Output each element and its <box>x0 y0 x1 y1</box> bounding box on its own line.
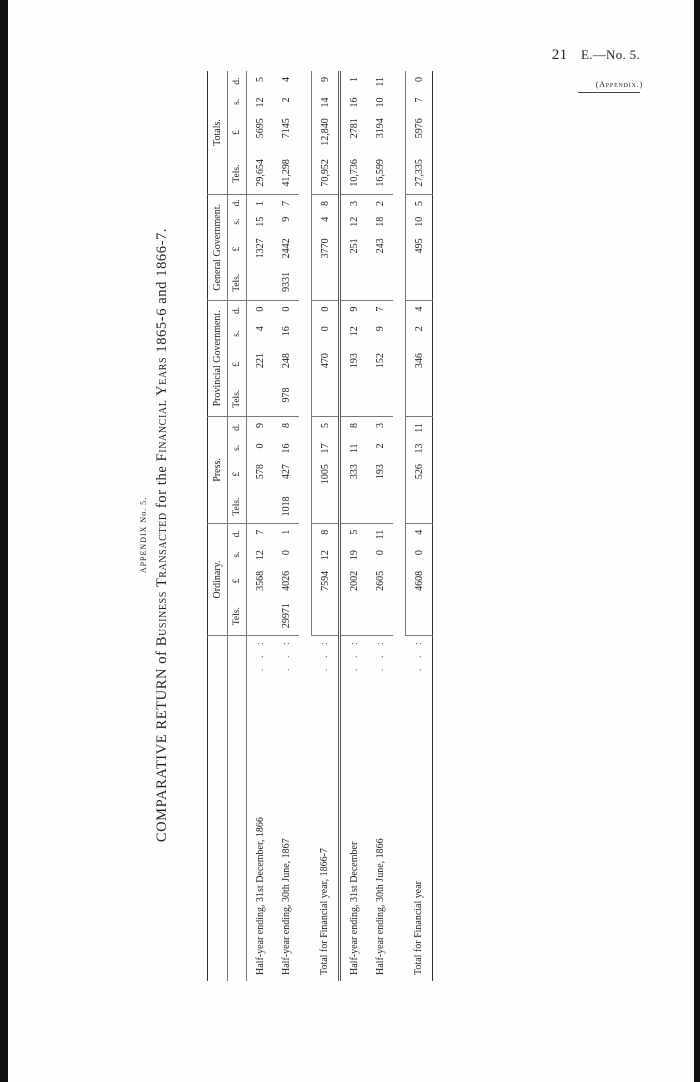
pounds-cell: 5695 <box>254 118 266 139</box>
pence-cell: 4 <box>406 523 433 544</box>
leader-dots: . . : <box>348 638 360 671</box>
tels-cell: 29971 <box>273 597 299 636</box>
pounds-cell: 2442 <box>280 238 292 259</box>
tels-cell <box>367 490 393 523</box>
pence-cell: 1 <box>280 529 292 535</box>
pounds-cell: 251 <box>348 238 360 254</box>
unit-pence: d. <box>228 195 247 211</box>
pounds-cell: 4026 <box>280 570 292 591</box>
unit-pence: d. <box>228 300 247 320</box>
unit-tels: Tels. <box>228 490 247 523</box>
row-description: Total for Financial year <box>413 881 425 975</box>
rotated-table-block <box>125 65 540 1005</box>
leader-dots: . . : <box>374 638 386 671</box>
group-ordinary: Ordinary. <box>208 523 228 635</box>
shillings-cell: 0 <box>374 550 386 556</box>
tels-cell <box>247 597 274 636</box>
row-description: Half-year ending, 31st December <box>348 841 360 975</box>
shillings-cell: 11 <box>348 443 360 454</box>
unit-pounds: £ <box>228 565 247 597</box>
unit-shillings: s. <box>228 211 247 233</box>
pence-cell: 8 <box>348 423 360 429</box>
comparative-return-table <box>207 71 433 981</box>
shillings-cell: 10 <box>406 211 433 233</box>
shillings-cell: 16 <box>280 326 292 337</box>
tels-cell <box>247 266 274 300</box>
shillings-cell: 16 <box>280 443 292 454</box>
unit-tels: Tels. <box>228 597 247 636</box>
pence-cell: 11 <box>374 529 386 540</box>
pounds-cell: 3770 <box>312 232 340 266</box>
pounds-cell: 2781 <box>348 118 360 139</box>
document-reference: E.—No. 5. <box>580 47 640 62</box>
pounds-cell: 152 <box>374 353 386 369</box>
tels-cell <box>247 490 274 523</box>
binding-edge-left <box>0 0 8 1082</box>
tels-cell: 27,335 <box>406 153 433 194</box>
title-years: 1865-6 and 1866-7. <box>154 227 170 353</box>
shillings-cell: 12 <box>348 326 360 337</box>
pence-cell: 9 <box>254 423 266 429</box>
pounds-cell: 470 <box>312 347 340 381</box>
shillings-cell: 12 <box>348 216 360 227</box>
pence-cell: 5 <box>406 195 433 211</box>
tels-cell: 978 <box>273 381 299 416</box>
pence-cell: 11 <box>374 77 386 87</box>
pence-cell: 9 <box>312 71 340 91</box>
pounds-cell: 1327 <box>254 238 266 259</box>
pounds-cell: 346 <box>406 347 433 381</box>
pounds-cell: 333 <box>348 464 360 480</box>
appendix-subheading: (Appendix.) <box>595 80 643 89</box>
unit-pounds: £ <box>228 232 247 266</box>
pounds-cell: 495 <box>406 232 433 266</box>
table-row <box>340 71 368 981</box>
tels-cell: 10,736 <box>340 153 368 194</box>
unit-shillings: s. <box>228 437 247 458</box>
pence-cell: 11 <box>406 417 433 438</box>
tels-cell <box>406 597 433 636</box>
pounds-cell: 578 <box>254 464 266 480</box>
pence-cell: 0 <box>312 300 340 320</box>
pounds-cell: 2605 <box>374 570 386 591</box>
unit-pence: d. <box>228 417 247 438</box>
pence-cell: 8 <box>280 423 292 429</box>
tels-cell <box>312 490 340 523</box>
shillings-cell: 12 <box>254 97 266 108</box>
pounds-cell: 2002 <box>348 570 360 591</box>
table-row <box>273 71 299 981</box>
shillings-cell: 14 <box>312 91 340 112</box>
unit-pounds: £ <box>228 347 247 381</box>
page-number: 21 <box>551 47 568 63</box>
unit-pence: d. <box>228 523 247 544</box>
spacer-row <box>299 71 312 981</box>
pounds-cell: 193 <box>348 353 360 369</box>
pence-cell: 7 <box>374 306 386 312</box>
tels-cell <box>406 490 433 523</box>
shillings-cell: 9 <box>374 326 386 332</box>
tels-cell: 70,952 <box>312 153 340 194</box>
pounds-cell: 12,840 <box>312 112 340 153</box>
blank-header-cell <box>208 636 228 981</box>
pence-cell: 0 <box>254 306 266 312</box>
pounds-cell: 4608 <box>406 565 433 597</box>
pounds-cell: 193 <box>374 464 386 480</box>
unit-tels: Tels. <box>228 266 247 300</box>
spacer-row-cell <box>393 71 406 981</box>
tels-cell: 9331 <box>273 266 299 300</box>
title-part-1: COMPARATIVE RETURN <box>154 667 170 843</box>
pence-cell: 3 <box>374 423 386 429</box>
pounds-cell: 243 <box>374 238 386 254</box>
row-description: Half-year ending, 30th June, 1867 <box>280 838 292 975</box>
spacer-row-cell <box>299 71 312 981</box>
binding-edge-right <box>694 0 700 1082</box>
shillings-cell: 2 <box>280 97 292 103</box>
group-press: Press. <box>208 417 228 524</box>
tels-cell: 29,654 <box>247 153 274 194</box>
table-row <box>367 71 393 981</box>
table-row <box>406 71 433 981</box>
leader-dots: . . : <box>312 636 340 673</box>
tels-cell <box>312 381 340 416</box>
unit-pounds: £ <box>228 458 247 490</box>
blank-unit-cell <box>228 636 247 981</box>
shillings-cell: 0 <box>280 550 292 556</box>
row-description: Half-year ending, 31st December, 1866 <box>254 817 266 975</box>
tels-cell: 16,599 <box>367 153 393 194</box>
pence-cell: 8 <box>312 195 340 211</box>
tels-cell <box>340 266 368 300</box>
shillings-cell: 0 <box>312 320 340 347</box>
shillings-cell: 10 <box>374 97 386 108</box>
pence-cell: 3 <box>348 201 360 207</box>
shillings-cell: 17 <box>312 437 340 458</box>
unit-shillings: s. <box>228 320 247 347</box>
appendix-label: APPENDIX No. 5. <box>139 496 148 574</box>
unit-tels: Tels. <box>228 153 247 194</box>
group-header-row <box>208 71 228 981</box>
row-description: Half-year ending, 30th June, 1866 <box>374 838 386 975</box>
pence-cell: 5 <box>348 529 360 535</box>
pounds-cell: 7594 <box>312 565 340 597</box>
shillings-cell: 4 <box>254 326 266 332</box>
leader-dots: . . : <box>413 638 425 671</box>
pence-cell: 0 <box>280 306 292 312</box>
unit-shillings: s. <box>228 91 247 112</box>
unit-header-row <box>228 71 247 981</box>
title-part-3: Financial Years <box>154 356 170 462</box>
tels-cell <box>340 597 368 636</box>
pounds-cell: 7145 <box>280 118 292 139</box>
row-description: Total for Financial year, 1866-7 <box>312 673 340 981</box>
pence-cell: 1 <box>254 201 266 207</box>
group-general: General Government. <box>208 195 228 301</box>
tels-cell <box>367 266 393 300</box>
table-row <box>247 71 274 981</box>
table-title <box>154 65 171 1005</box>
shillings-cell: 2 <box>406 320 433 347</box>
unit-tels: Tels. <box>228 381 247 416</box>
tels-cell <box>247 381 274 416</box>
tels-cell <box>340 381 368 416</box>
shillings-cell: 16 <box>348 97 360 108</box>
tels-cell <box>312 266 340 300</box>
title-part-2: Business Transacted <box>154 512 170 647</box>
tels-cell <box>340 490 368 523</box>
pence-cell: 9 <box>348 306 360 312</box>
pounds-cell: 427 <box>280 464 292 480</box>
pounds-cell: 3568 <box>254 570 266 591</box>
shillings-cell: 19 <box>348 550 360 561</box>
shillings-cell: 0 <box>406 544 433 565</box>
pounds-cell: 5976 <box>406 112 433 153</box>
pounds-cell: 248 <box>280 353 292 369</box>
shillings-cell: 15 <box>254 216 266 227</box>
table-row <box>312 71 340 981</box>
tels-cell: 1018 <box>273 490 299 523</box>
pounds-cell: 221 <box>254 353 266 369</box>
pence-cell: 2 <box>374 201 386 207</box>
shillings-cell: 9 <box>280 216 292 222</box>
pounds-cell: 1005 <box>312 458 340 490</box>
page-header <box>552 47 640 64</box>
tels-cell: 41,298 <box>273 153 299 194</box>
unit-pounds: £ <box>228 112 247 153</box>
pence-cell: 4 <box>406 300 433 320</box>
shillings-cell: 4 <box>312 211 340 233</box>
shillings-cell: 13 <box>406 437 433 458</box>
subheading-rule <box>578 92 640 93</box>
shillings-cell: 7 <box>406 91 433 112</box>
pence-cell: 5 <box>312 417 340 438</box>
pence-cell: 7 <box>280 201 292 207</box>
spacer-row <box>393 71 406 981</box>
shillings-cell: 2 <box>374 443 386 449</box>
pence-cell: 5 <box>254 77 266 82</box>
group-totals: Totals. <box>208 71 228 195</box>
tels-cell <box>367 381 393 416</box>
tels-cell <box>406 266 433 300</box>
title-of: of <box>154 650 170 664</box>
pence-cell: 1 <box>348 77 360 82</box>
unit-shillings: s. <box>228 544 247 565</box>
tels-cell <box>312 597 340 636</box>
shillings-cell: 12 <box>254 550 266 561</box>
shillings-cell: 12 <box>312 544 340 565</box>
group-provincial: Provincial Government. <box>208 300 228 416</box>
table-body <box>247 71 433 981</box>
pence-cell: 8 <box>312 523 340 544</box>
title-for: for the <box>154 465 170 509</box>
shillings-cell: 18 <box>374 216 386 227</box>
pounds-cell: 3194 <box>374 118 386 139</box>
pounds-cell: 526 <box>406 458 433 490</box>
pence-cell: 4 <box>280 77 292 82</box>
pence-cell: 7 <box>254 529 266 535</box>
pence-cell: 0 <box>406 71 433 91</box>
unit-pence: d. <box>228 71 247 91</box>
leader-dots: . . : <box>280 638 292 671</box>
tels-cell <box>367 597 393 636</box>
tels-cell <box>406 381 433 416</box>
leader-dots: . . : <box>254 638 266 671</box>
shillings-cell: 0 <box>254 443 266 449</box>
